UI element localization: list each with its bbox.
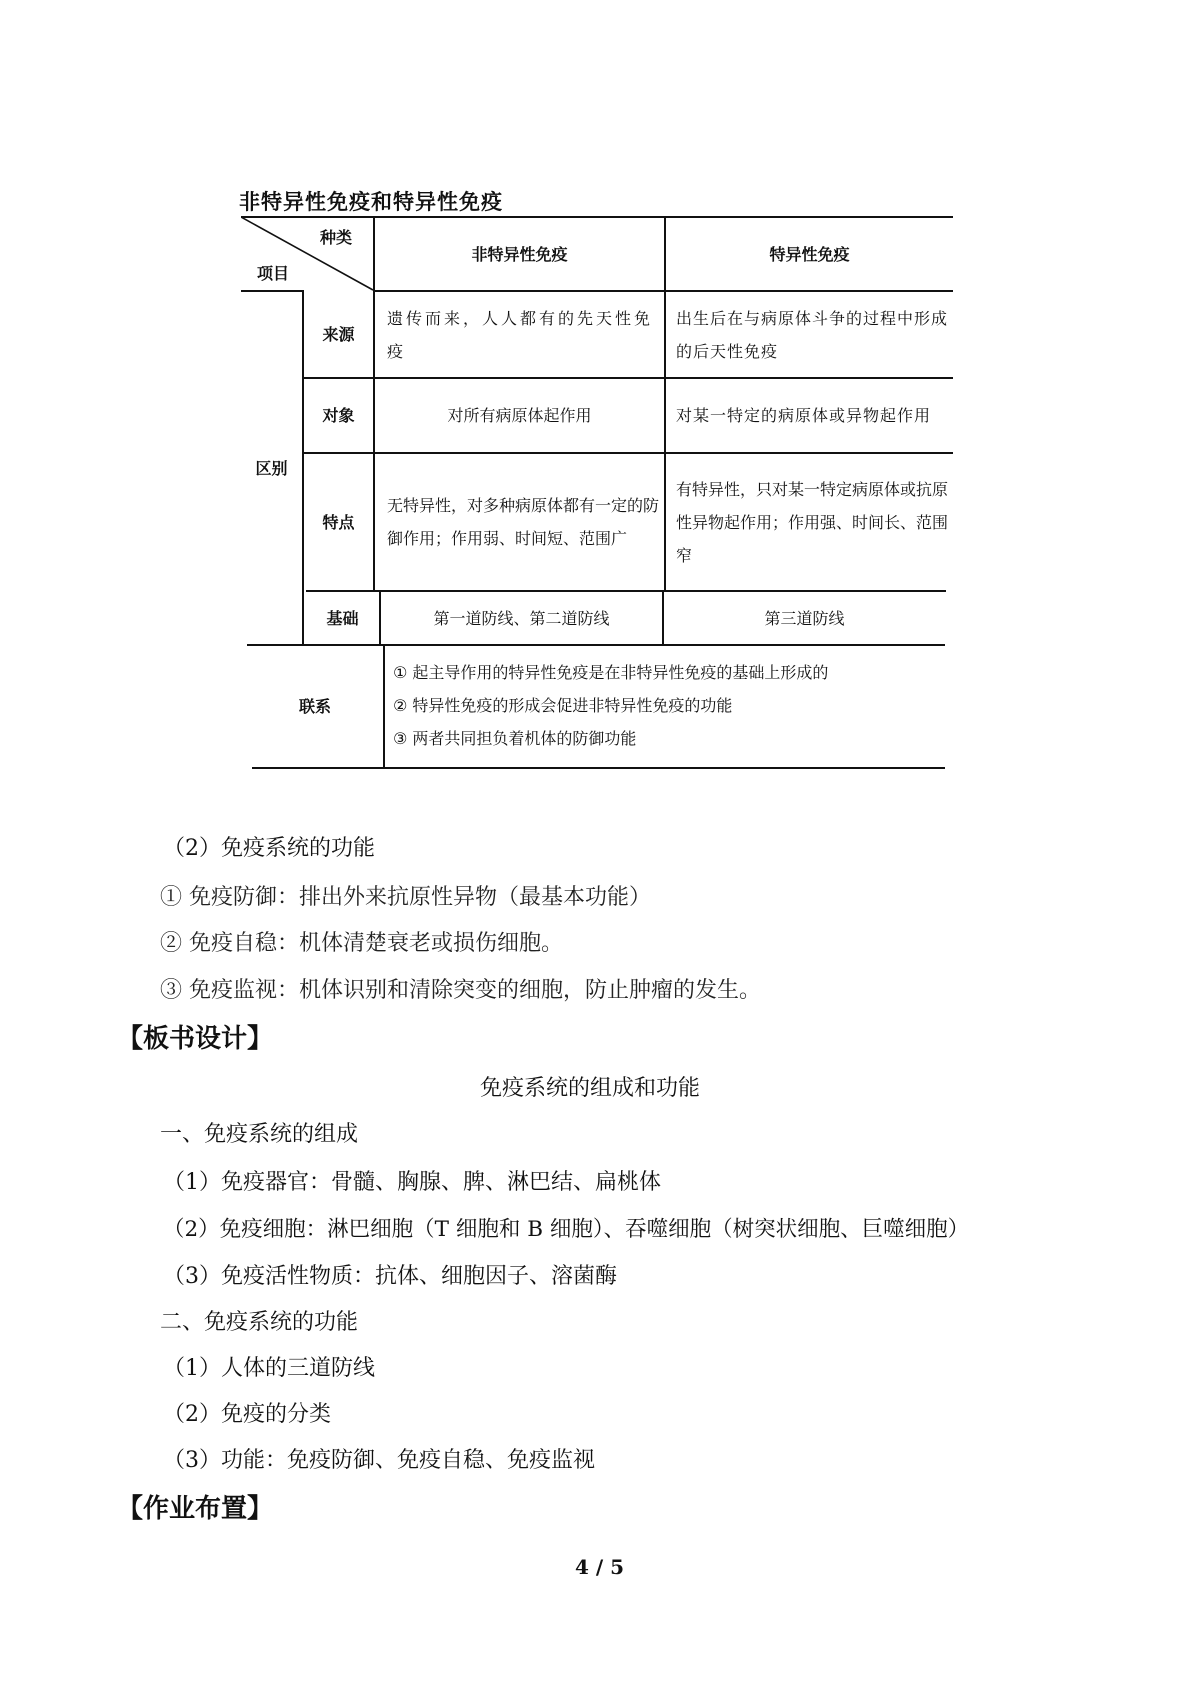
relation-divider — [383, 644, 385, 768]
row-label-target: 对象 — [322, 406, 355, 425]
relation-label: 联系 — [298, 697, 331, 716]
table-title: 非特异性免疫和特异性免疫 — [239, 190, 503, 214]
row-label-source: 来源 — [322, 325, 355, 344]
board-section-composition: 一、免疫系统的组成 — [160, 1122, 359, 1147]
row-label-feature: 特点 — [322, 512, 355, 532]
table-bottom-rule — [252, 767, 945, 769]
relation-item: ③ 两者共同担负着机体的防御功能 — [393, 729, 637, 748]
row-source-specific: 出生后在与病原体斗争的过程中形成的后天性免疫 — [676, 308, 949, 361]
comparison-table — [0, 0, 1191, 790]
board-design-title: 免疫系统的组成和功能 — [480, 1076, 701, 1101]
functions-heading: （2）免疫系统的功能 — [163, 836, 375, 861]
function-item: ③ 免疫监视：机体识别和清除突变的细胞，防止肿瘤的发生。 — [160, 978, 761, 1003]
row-target-specific: 对某一特定的病原体或异物起作用 — [676, 406, 932, 425]
header-corner-top: 种类 — [320, 227, 353, 247]
row-basis-nonspecific: 第一道防线、第二道防线 — [433, 608, 610, 628]
board-item: （3）功能：免疫防御、免疫自稳、免疫监视 — [163, 1448, 595, 1473]
board-section-function: 二、免疫系统的功能 — [160, 1310, 359, 1335]
homework-heading: 【作业布置】 — [117, 1494, 274, 1524]
board-item: （2）免疫的分类 — [163, 1402, 331, 1427]
row-label-basis: 基础 — [326, 608, 359, 628]
page-number: 4 / 5 — [575, 1555, 625, 1579]
row-target-nonspecific: 对所有病原体起作用 — [447, 406, 592, 425]
board-item: （2）免疫细胞：淋巴细胞（T 细胞和 B 细胞）、吞噬细胞（树突状细胞、巨噬细胞） — [163, 1217, 970, 1242]
row-feature-specific: 有特异性，只对某一特定病原体或抗原性异物起作用；作用强、时间长、范围窄 — [676, 479, 949, 565]
header-nonspecific: 非特异性免疫 — [471, 244, 568, 264]
header-corner-bottom: 项目 — [257, 263, 290, 283]
relation-item: ① 起主导作用的特异性免疫是在非特异性免疫的基础上形成的 — [393, 663, 829, 682]
board-item: （1）人体的三道防线 — [163, 1356, 375, 1381]
relation-item: ② 特异性免疫的形成会促进非特异性免疫的功能 — [393, 696, 733, 715]
row-feature-nonspecific: 无特异性，对多种病原体都有一定的防御作用；作用弱、时间短、范围广 — [387, 496, 660, 548]
header-specific: 特异性免疫 — [769, 244, 850, 264]
function-item: ① 免疫防御：排出外来抗原性异物（最基本功能） — [160, 885, 651, 910]
board-item: （3）免疫活性物质：抗体、细胞因子、溶菌酶 — [163, 1264, 617, 1289]
board-design-heading: 【板书设计】 — [117, 1024, 274, 1054]
group-label-difference: 区别 — [255, 458, 288, 478]
row-source-nonspecific: 遗传而来，人人都有的先天性免疫 — [387, 308, 654, 361]
board-item: （1）免疫器官：骨髓、胸腺、脾、淋巴结、扁桃体 — [163, 1170, 661, 1195]
row-basis-specific: 第三道防线 — [764, 608, 845, 628]
function-item: ② 免疫自稳：机体清楚衰老或损伤细胞。 — [160, 931, 563, 956]
relation-list — [393, 656, 943, 755]
